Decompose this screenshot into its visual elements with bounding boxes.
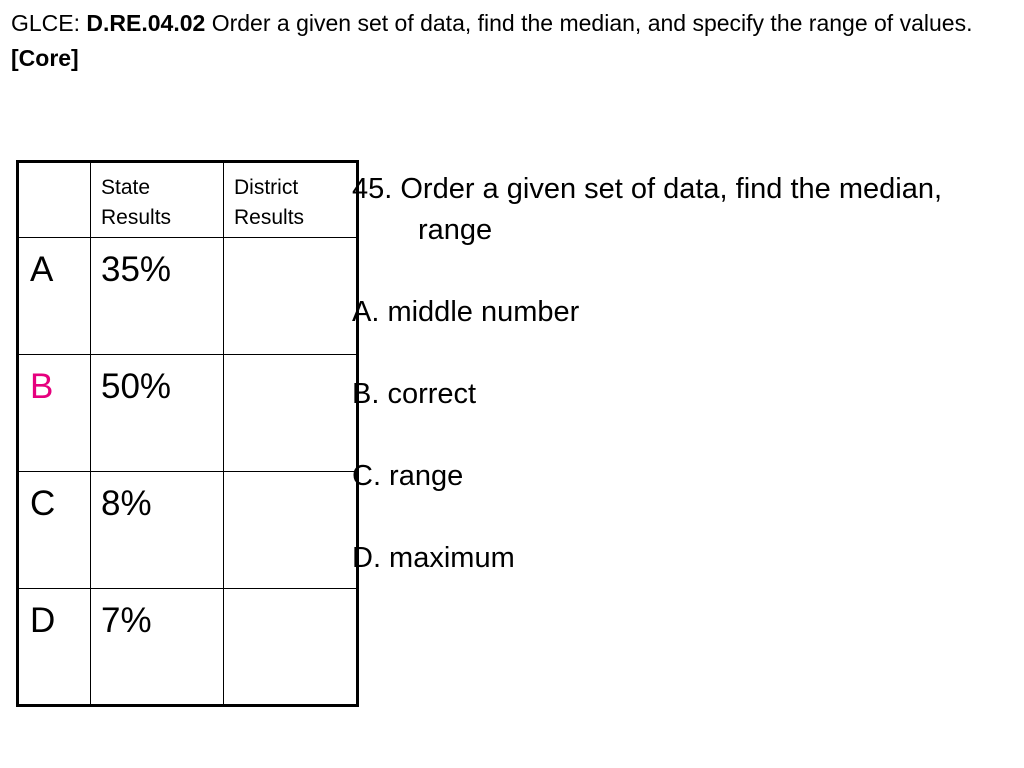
table-header-row: [18, 162, 358, 238]
header-prefix: GLCE:: [11, 10, 87, 36]
district-result: [224, 238, 358, 355]
results-table: [16, 160, 359, 707]
table-row: [18, 355, 358, 472]
question-block: [352, 169, 992, 579]
state-result: 7%: [91, 589, 224, 706]
state-result: 50%: [91, 355, 224, 472]
column-header-letter: [18, 162, 91, 238]
state-result: 8%: [91, 472, 224, 589]
district-result: [224, 355, 358, 472]
option-b: B. correct: [352, 378, 477, 410]
question-stem: 45. Order a given set of data, find the median, range: [352, 173, 943, 246]
column-header-state-results: State Results: [91, 162, 224, 238]
standard-code: D.RE.04.02: [86, 10, 206, 36]
option-d: D. maximum: [352, 542, 515, 574]
core-tag: [Core]: [11, 45, 79, 71]
answer-letter: C: [18, 472, 91, 589]
column-header-district-results: District Results: [224, 162, 358, 238]
option-c: C. range: [352, 460, 464, 492]
state-result: 35%: [91, 238, 224, 355]
answer-letter: B: [18, 355, 91, 472]
table-row: [18, 238, 358, 355]
answer-letter: D: [18, 589, 91, 706]
standard-header: [11, 6, 1011, 76]
answer-letter: A: [18, 238, 91, 355]
table-row: [18, 589, 358, 706]
table-row: [18, 472, 358, 589]
standard-description: Order a given set of data, find the median, and specify the range of values.: [205, 10, 973, 36]
district-result: [224, 472, 358, 589]
option-a: A. middle number: [352, 296, 580, 328]
district-result: [224, 589, 358, 706]
